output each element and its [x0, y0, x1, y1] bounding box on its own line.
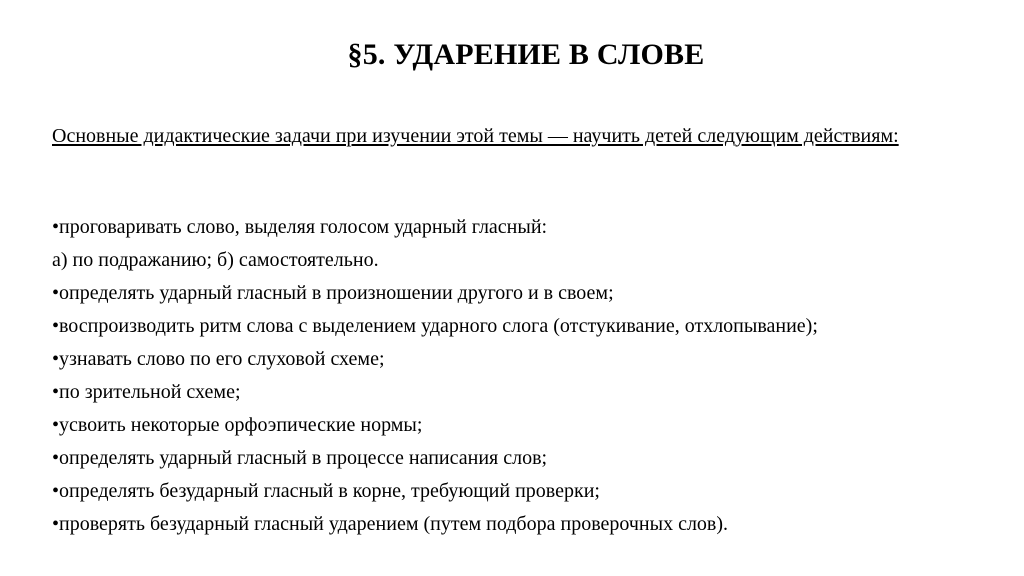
list-item: •узнавать слово по его слуховой схеме; [52, 348, 385, 370]
list-item: а) по подражанию; б) самостоятельно. [52, 249, 379, 271]
task-list [52, 213, 992, 543]
list-item: •проговаривать слово, выделяя голосом ударный гласный: [52, 216, 548, 238]
intro-text: Основные дидактические задачи при изучении этой темы — научить детей следующим действиям: [52, 125, 899, 147]
list-item: •воспроизводить ритм слова с выделением ударного слога (отстукивание, отхлопывание); [52, 315, 818, 337]
list-item: •проверять безударный гласный ударением (путем подбора проверочных слов). [52, 513, 729, 535]
list-item: •определять безударный гласный в корне, требующий проверки; [52, 480, 600, 502]
list-item: •определять ударный гласный в процессе написания слов; [52, 447, 548, 469]
list-item: •определять ударный гласный в произношении другого и в своем; [52, 282, 614, 304]
slide-title: §5. УДАРЕНИЕ В СЛОВЕ [347, 38, 705, 71]
list-item: •усвоить некоторые орфоэпические нормы; [52, 414, 423, 436]
list-item: •по зрительной схеме; [52, 381, 241, 403]
